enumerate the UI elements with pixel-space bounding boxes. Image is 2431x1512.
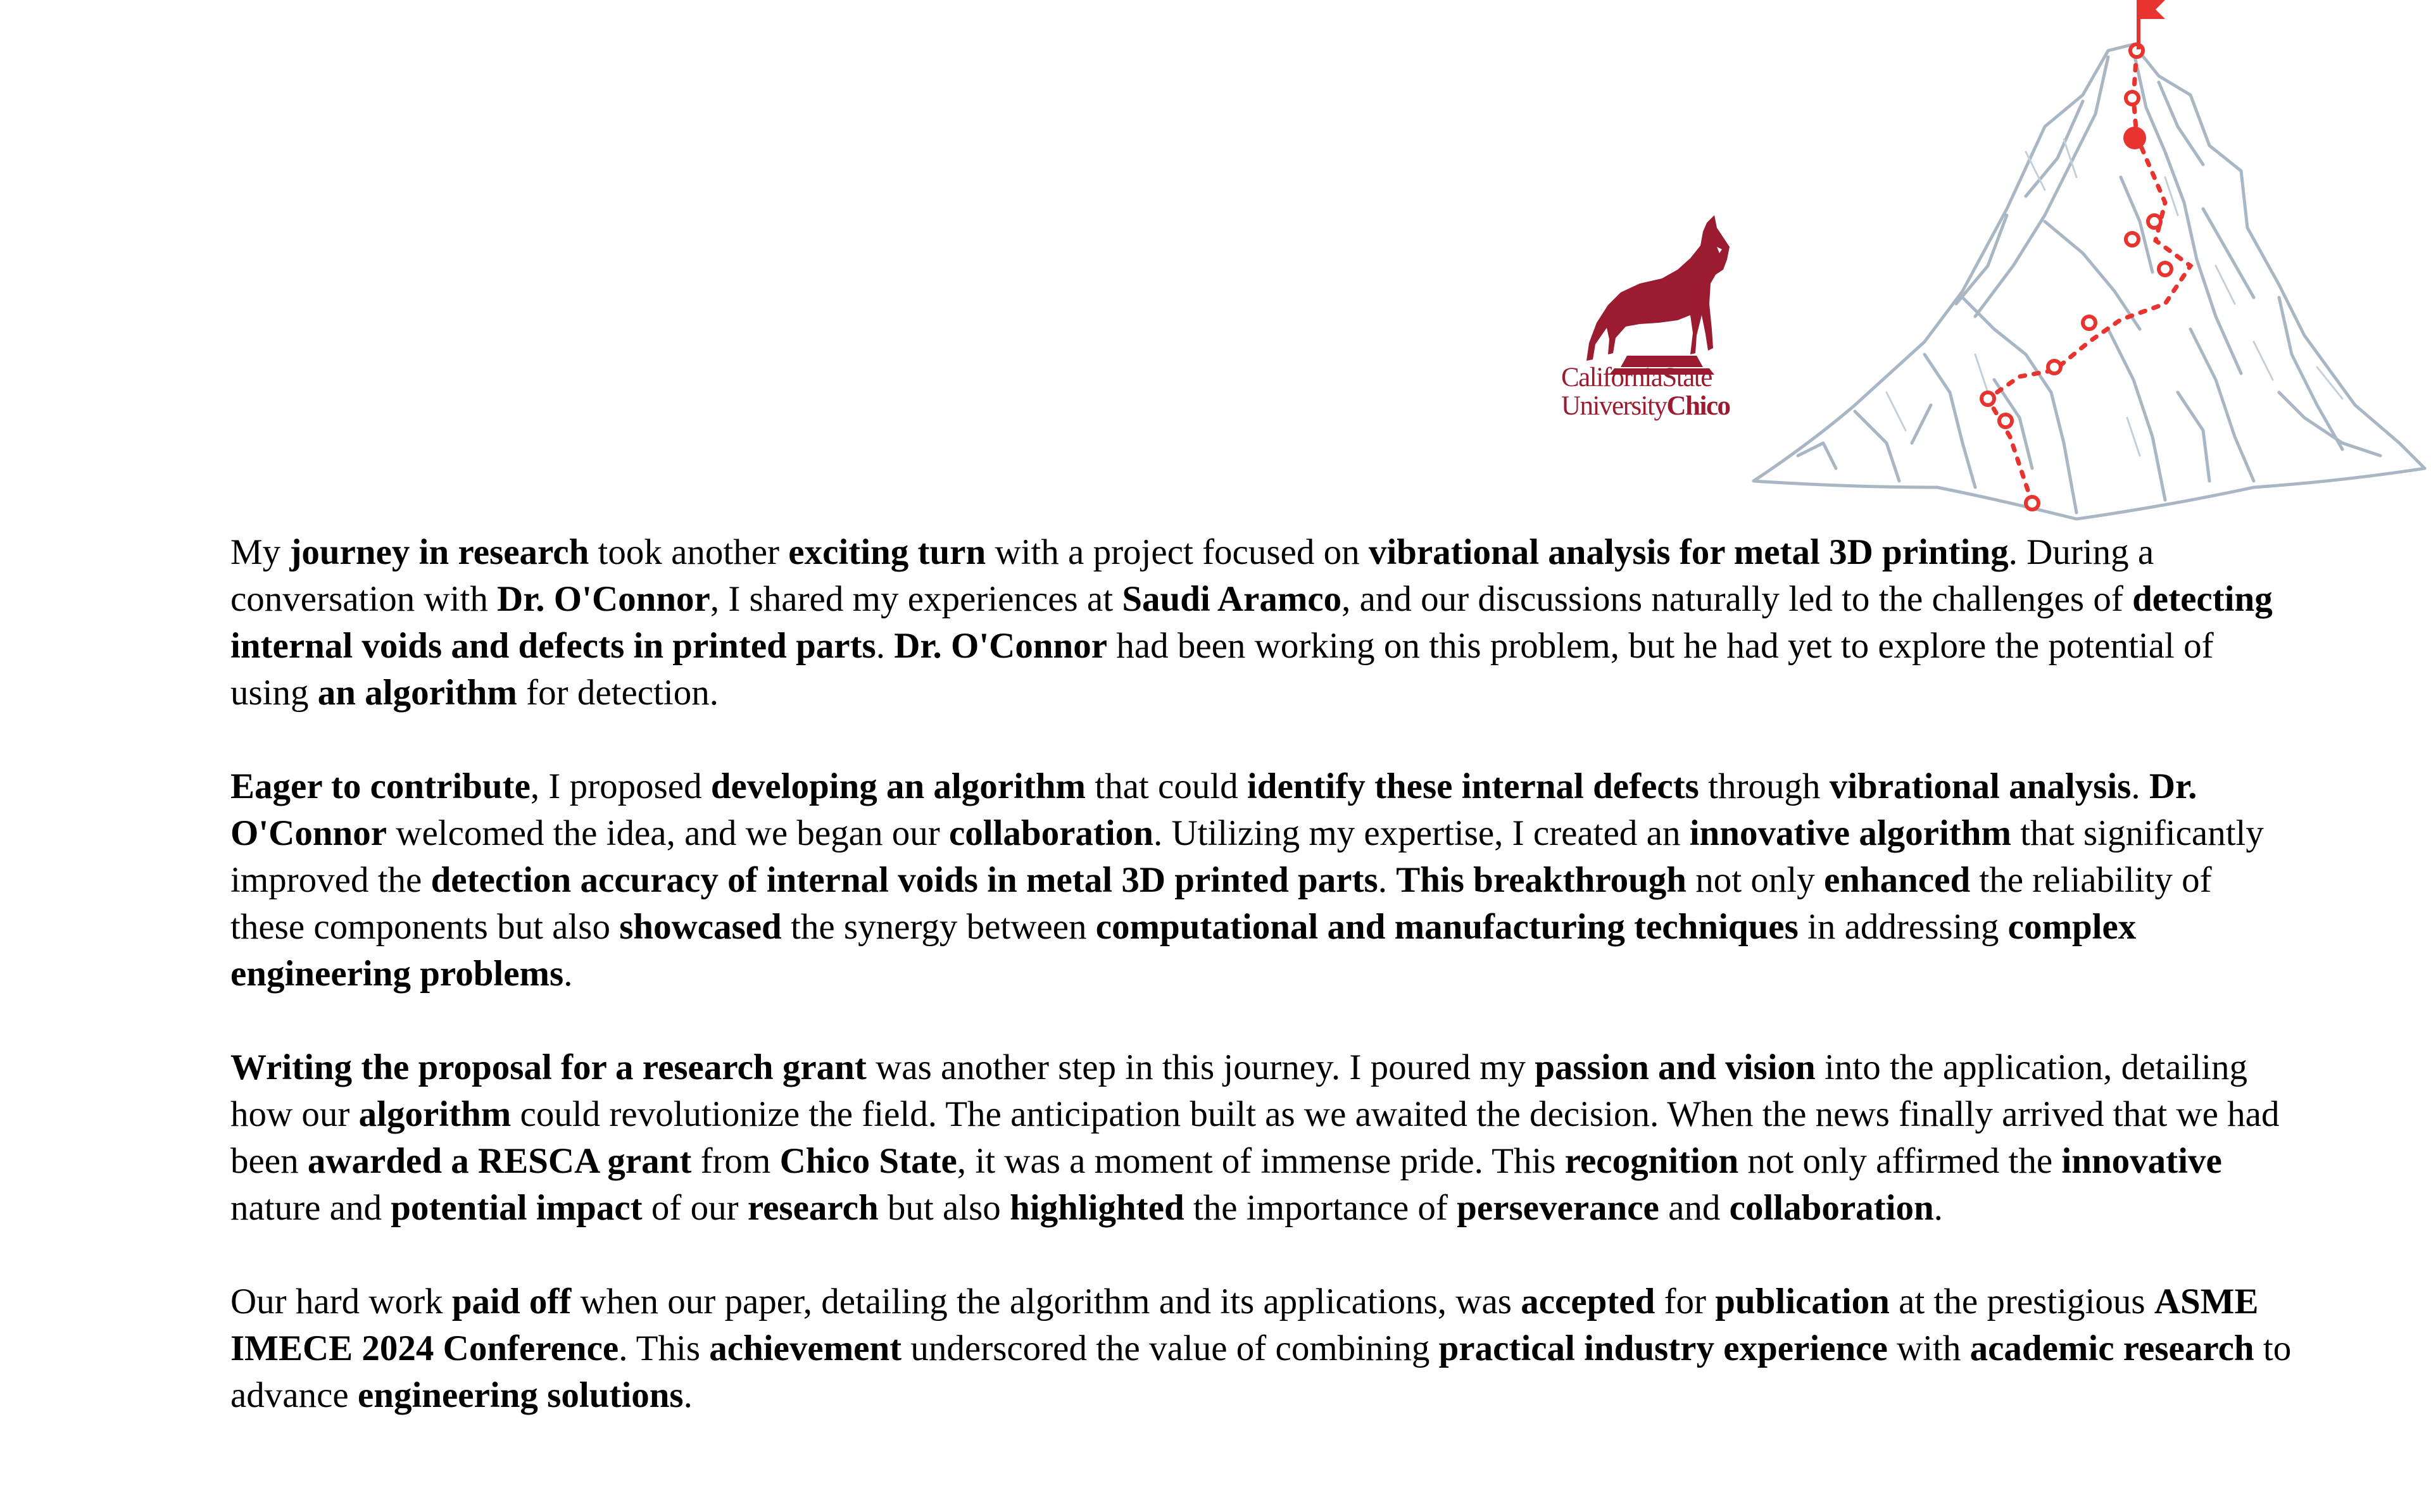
text: . This <box>619 1328 710 1368</box>
route-marker-icon <box>2126 233 2139 246</box>
article-body <box>230 529 2294 1466</box>
bold-text: practical industry experience <box>1438 1328 1888 1368</box>
bold-text: collaboration <box>1729 1188 1934 1228</box>
text: Our hard work <box>230 1282 452 1321</box>
bold-text: paid off <box>451 1282 572 1321</box>
mountain-illustration <box>0 0 2431 525</box>
text: for <box>1655 1282 1716 1321</box>
bold-text: detection accuracy of internal voids in metal 3D printed parts <box>430 860 1378 900</box>
text: the synergy between <box>781 907 1096 947</box>
bold-text: detecting internal voids and defects in printed parts <box>230 579 2273 666</box>
bold-text: collaboration <box>948 813 1153 853</box>
bold-text: Dr. O'Connor <box>497 579 710 619</box>
paragraph <box>230 529 2294 716</box>
text: to advance <box>230 1328 2292 1415</box>
bold-text: developing an algorithm <box>710 766 1086 806</box>
bold-text: This breakthrough <box>1396 860 1687 900</box>
bold-text: Dr. O'Connor <box>230 766 2197 853</box>
bold-text: an algorithm <box>317 673 517 713</box>
route-marker-icon <box>2148 215 2161 228</box>
bold-text: academic research <box>1969 1328 2254 1368</box>
text: . <box>563 954 573 994</box>
route-marker-icon <box>2083 316 2095 329</box>
text: when our paper, detailing the algorithm and its applications, was <box>571 1282 1521 1321</box>
text: , and our discussions naturally led to the challenges of <box>1341 579 2133 619</box>
bold-text: Eager to contribute <box>230 766 531 806</box>
bold-text: computational and manufacturing techniques <box>1095 907 1799 947</box>
text: with a project focused on <box>986 532 1369 572</box>
text: through <box>1699 766 1830 806</box>
text: , I proposed <box>530 766 711 806</box>
text: could revolutionize the field. The anticipation built as we awaited the decision. When the news finally arrived that we had been <box>230 1094 2280 1181</box>
paragraph <box>230 1278 2294 1419</box>
text: was another step in this journey. I poured my <box>866 1047 1535 1087</box>
text: , I shared my experiences at <box>710 579 1122 619</box>
bold-text: Writing the proposal for a research grant <box>230 1047 867 1087</box>
route-marker-icon <box>2159 263 2171 275</box>
text: into the application, detailing how our <box>230 1047 2248 1134</box>
text: had been working on this problem, but he had yet to explore the potential of using <box>230 626 2214 713</box>
route-marker-icon <box>1982 392 1994 405</box>
text: from <box>691 1141 780 1181</box>
paragraph <box>230 763 2294 997</box>
text: nature and <box>230 1188 391 1228</box>
text: . <box>1933 1188 1943 1228</box>
text: . <box>683 1375 693 1415</box>
bold-text: perseverance <box>1457 1188 1659 1228</box>
logo-wordmark-chico: Chico <box>1666 391 1730 421</box>
bold-text: vibrational analysis <box>1829 766 2132 806</box>
text: took another <box>589 532 789 572</box>
bold-text: ASME IMECE 2024 Conference <box>230 1282 2259 1368</box>
text: the reliability of these components but also <box>230 860 2212 947</box>
text: . <box>876 626 895 666</box>
bold-text: engineering solutions <box>357 1375 684 1415</box>
logo-wordmark-line1: CaliforniaState <box>1561 363 1712 392</box>
bold-text: awarded a RESCA grant <box>307 1141 692 1181</box>
bold-text: Dr. O'Connor <box>894 626 1108 666</box>
text: . During a conversation with <box>230 532 2154 619</box>
current-position-icon <box>2123 127 2146 149</box>
logo-wordmark-line2 <box>1561 392 1730 420</box>
bold-text: algorithm <box>358 1094 512 1134</box>
text: not only affirmed the <box>1738 1141 2062 1181</box>
bold-text: identify these internal defects <box>1247 766 1699 806</box>
text: , it was a moment of immense pride. This <box>957 1141 1565 1181</box>
text: at the prestigious <box>1889 1282 2154 1321</box>
text: that significantly improved the <box>230 813 2264 900</box>
text: but also <box>878 1188 1010 1228</box>
bold-text: showcased <box>619 907 782 947</box>
bold-text: recognition <box>1564 1141 1739 1181</box>
text: . <box>2131 766 2149 806</box>
bold-text: enhanced <box>1823 860 1971 900</box>
text: My <box>230 532 290 572</box>
bold-text: research <box>747 1188 879 1228</box>
route-marker-icon <box>2126 92 2139 104</box>
summit-flag-icon <box>2139 0 2165 49</box>
route-marker-icon <box>2026 497 2038 509</box>
bold-text: Saudi Aramco <box>1122 579 1342 619</box>
bold-text: potential impact <box>391 1188 643 1228</box>
bold-text: complex engineering problems <box>230 907 2137 994</box>
bold-text: innovative <box>2061 1141 2222 1181</box>
text: for detection. <box>517 673 719 713</box>
route-marker-icon <box>1999 415 2012 427</box>
text: in addressing <box>1798 907 2008 947</box>
bold-text: highlighted <box>1010 1188 1184 1228</box>
logo-wordmark-university: University <box>1561 391 1667 421</box>
bold-text: achievement <box>709 1328 902 1368</box>
bold-text: journey in research <box>289 532 589 572</box>
bold-text: vibrational analysis for metal 3D printing <box>1368 532 2009 572</box>
bold-text: exciting turn <box>788 532 986 572</box>
text: not only <box>1687 860 1824 900</box>
text: . <box>1378 860 1397 900</box>
text: of our <box>642 1188 748 1228</box>
text: and <box>1659 1188 1730 1228</box>
text: underscored the value of combining <box>901 1328 1439 1368</box>
text: welcomed the idea, and we began our <box>387 813 949 853</box>
route-path <box>1988 51 2190 503</box>
text: that could <box>1086 766 1247 806</box>
bold-text: passion and vision <box>1535 1047 1816 1087</box>
bold-text: Chico State <box>779 1141 957 1181</box>
text: . Utilizing my expertise, I created an <box>1153 813 1690 853</box>
bold-text: publication <box>1715 1282 1890 1321</box>
bold-text: innovative algorithm <box>1689 813 2011 853</box>
text: the importance of <box>1184 1188 1457 1228</box>
bold-text: accepted <box>1521 1282 1655 1321</box>
text: with <box>1887 1328 1970 1368</box>
route-marker-icon <box>2048 361 2061 373</box>
paragraph <box>230 1044 2294 1232</box>
